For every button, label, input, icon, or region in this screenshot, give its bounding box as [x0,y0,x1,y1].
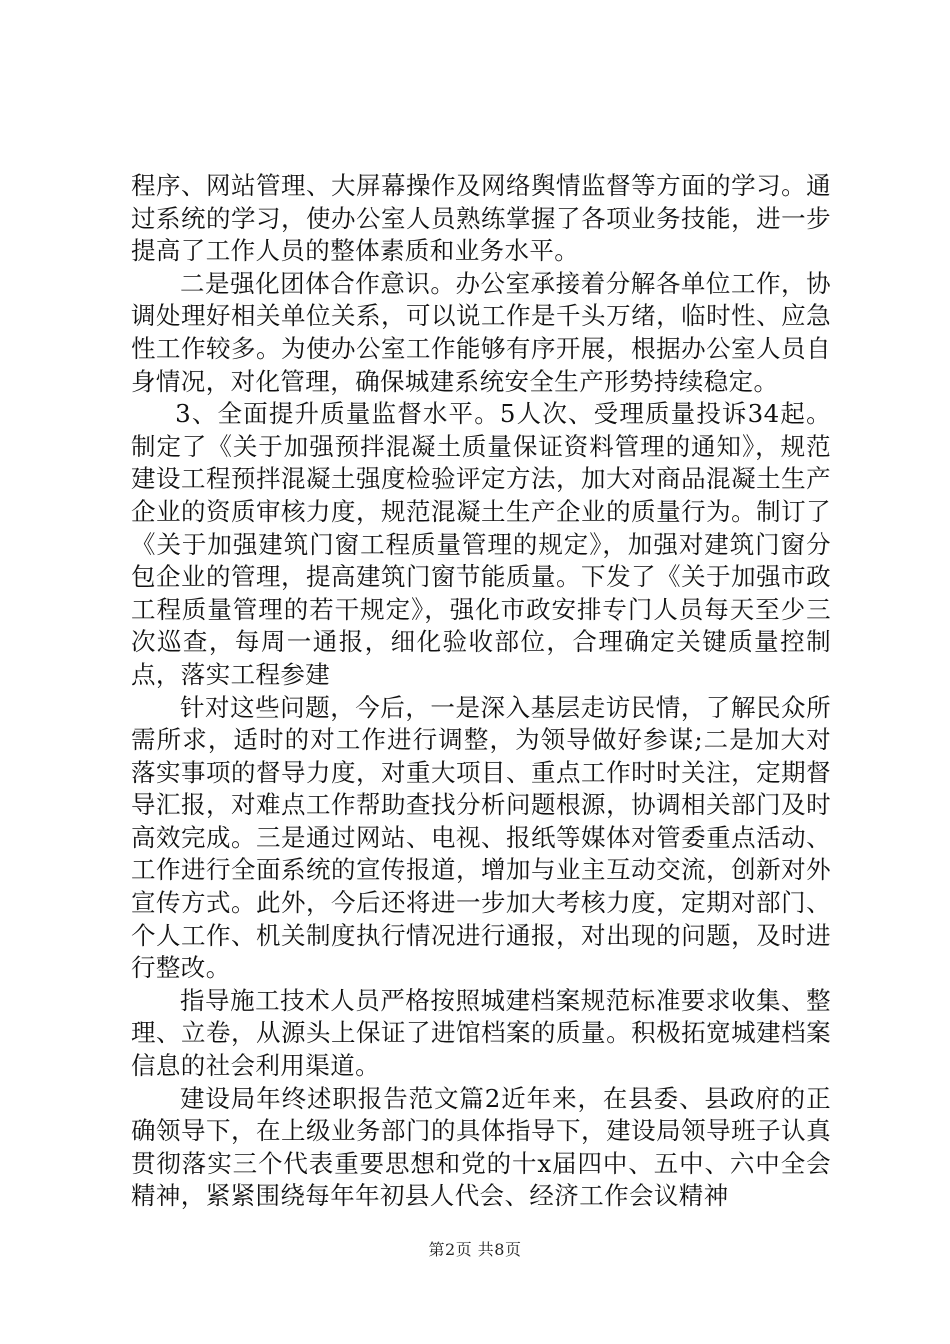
document-body [131,170,831,1213]
paragraph-archives: 指导施工技术人员严格按照城建档案规范标准要求收集、整理、立卷，从源头上保证了进馆档案的质量。积极拓宽城建档案信息的社会利用渠道。 [131,985,831,1081]
paragraph-continuation: 程序、网站管理、大屏幕操作及网络舆情监督等方面的学习。通过系统的学习，使办公室人员熟练掌握了各项业务技能，进一步提高了工作人员的整体素质和业务水平。 [131,171,831,266]
paragraph-quality-supervision: 3、全面提升质量监督水平。5人次、受理质量投诉34起。制定了《关于加强预拌混凝土质量保证资料管理的通知》，规范建设工程预拌混凝土强度检验评定方法，加大对商品混凝土生产企业的资质审核力度，规范混凝土生产企业的质量行为。制订了《关于加强建筑门窗工程质量管理的规定》，加强对建筑门窗分包企业的管理，提高建筑门窗节能质量。下发了《关于加强市政工程质量管理的若干规定》，强化市政安排专门人员每天至少三次巡查，每周一通报，细化验收部位，合理确定关键质量控制点，落实工程参建 [131,399,831,689]
paragraph-future-measures: 针对这些问题，今后，一是深入基层走访民情，了解民众所需所求，适时的对工作进行调整，为领导做好参谋;二是加大对落实事项的督导力度，对重大项目、重点工作时时关注，定期督导汇报，对难点工作帮助查找分析问题根源，协调相关部门及时高效完成。三是通过网站、电视、报纸等媒体对管委重点活动、工作进行全面系统的宣传报道，增加与业主互动交流，创新对外宣传方式。此外，今后还将进一步加大考核力度，定期对部门、个人工作、机关制度执行情况进行通报，对出现的问题，及时进行整改。 [131,692,831,983]
paragraph-annual-report: 建设局年终述职报告范文篇2近年来，在县委、县政府的正确领导下，在上级业务部门的具体指导下，建设局领导班子认真贯彻落实三个代表重要思想和党的十x届四中、五中、六中全会精神，紧紧围绕每年年初县人代会、经济工作会议精神 [131,1083,831,1211]
page-number-footer: 第2页 共8页 [428,1240,522,1259]
paragraph-teamwork: 二是强化团体合作意识。办公室承接着分解各单位工作，协调处理好相关单位关系，可以说工作是千头万绪，临时性、应急性工作较多。为使办公室工作能够有序开展，根据办公室人员自身情况，对化管理，确保城建系统安全生产形势持续稳定。 [131,268,831,396]
